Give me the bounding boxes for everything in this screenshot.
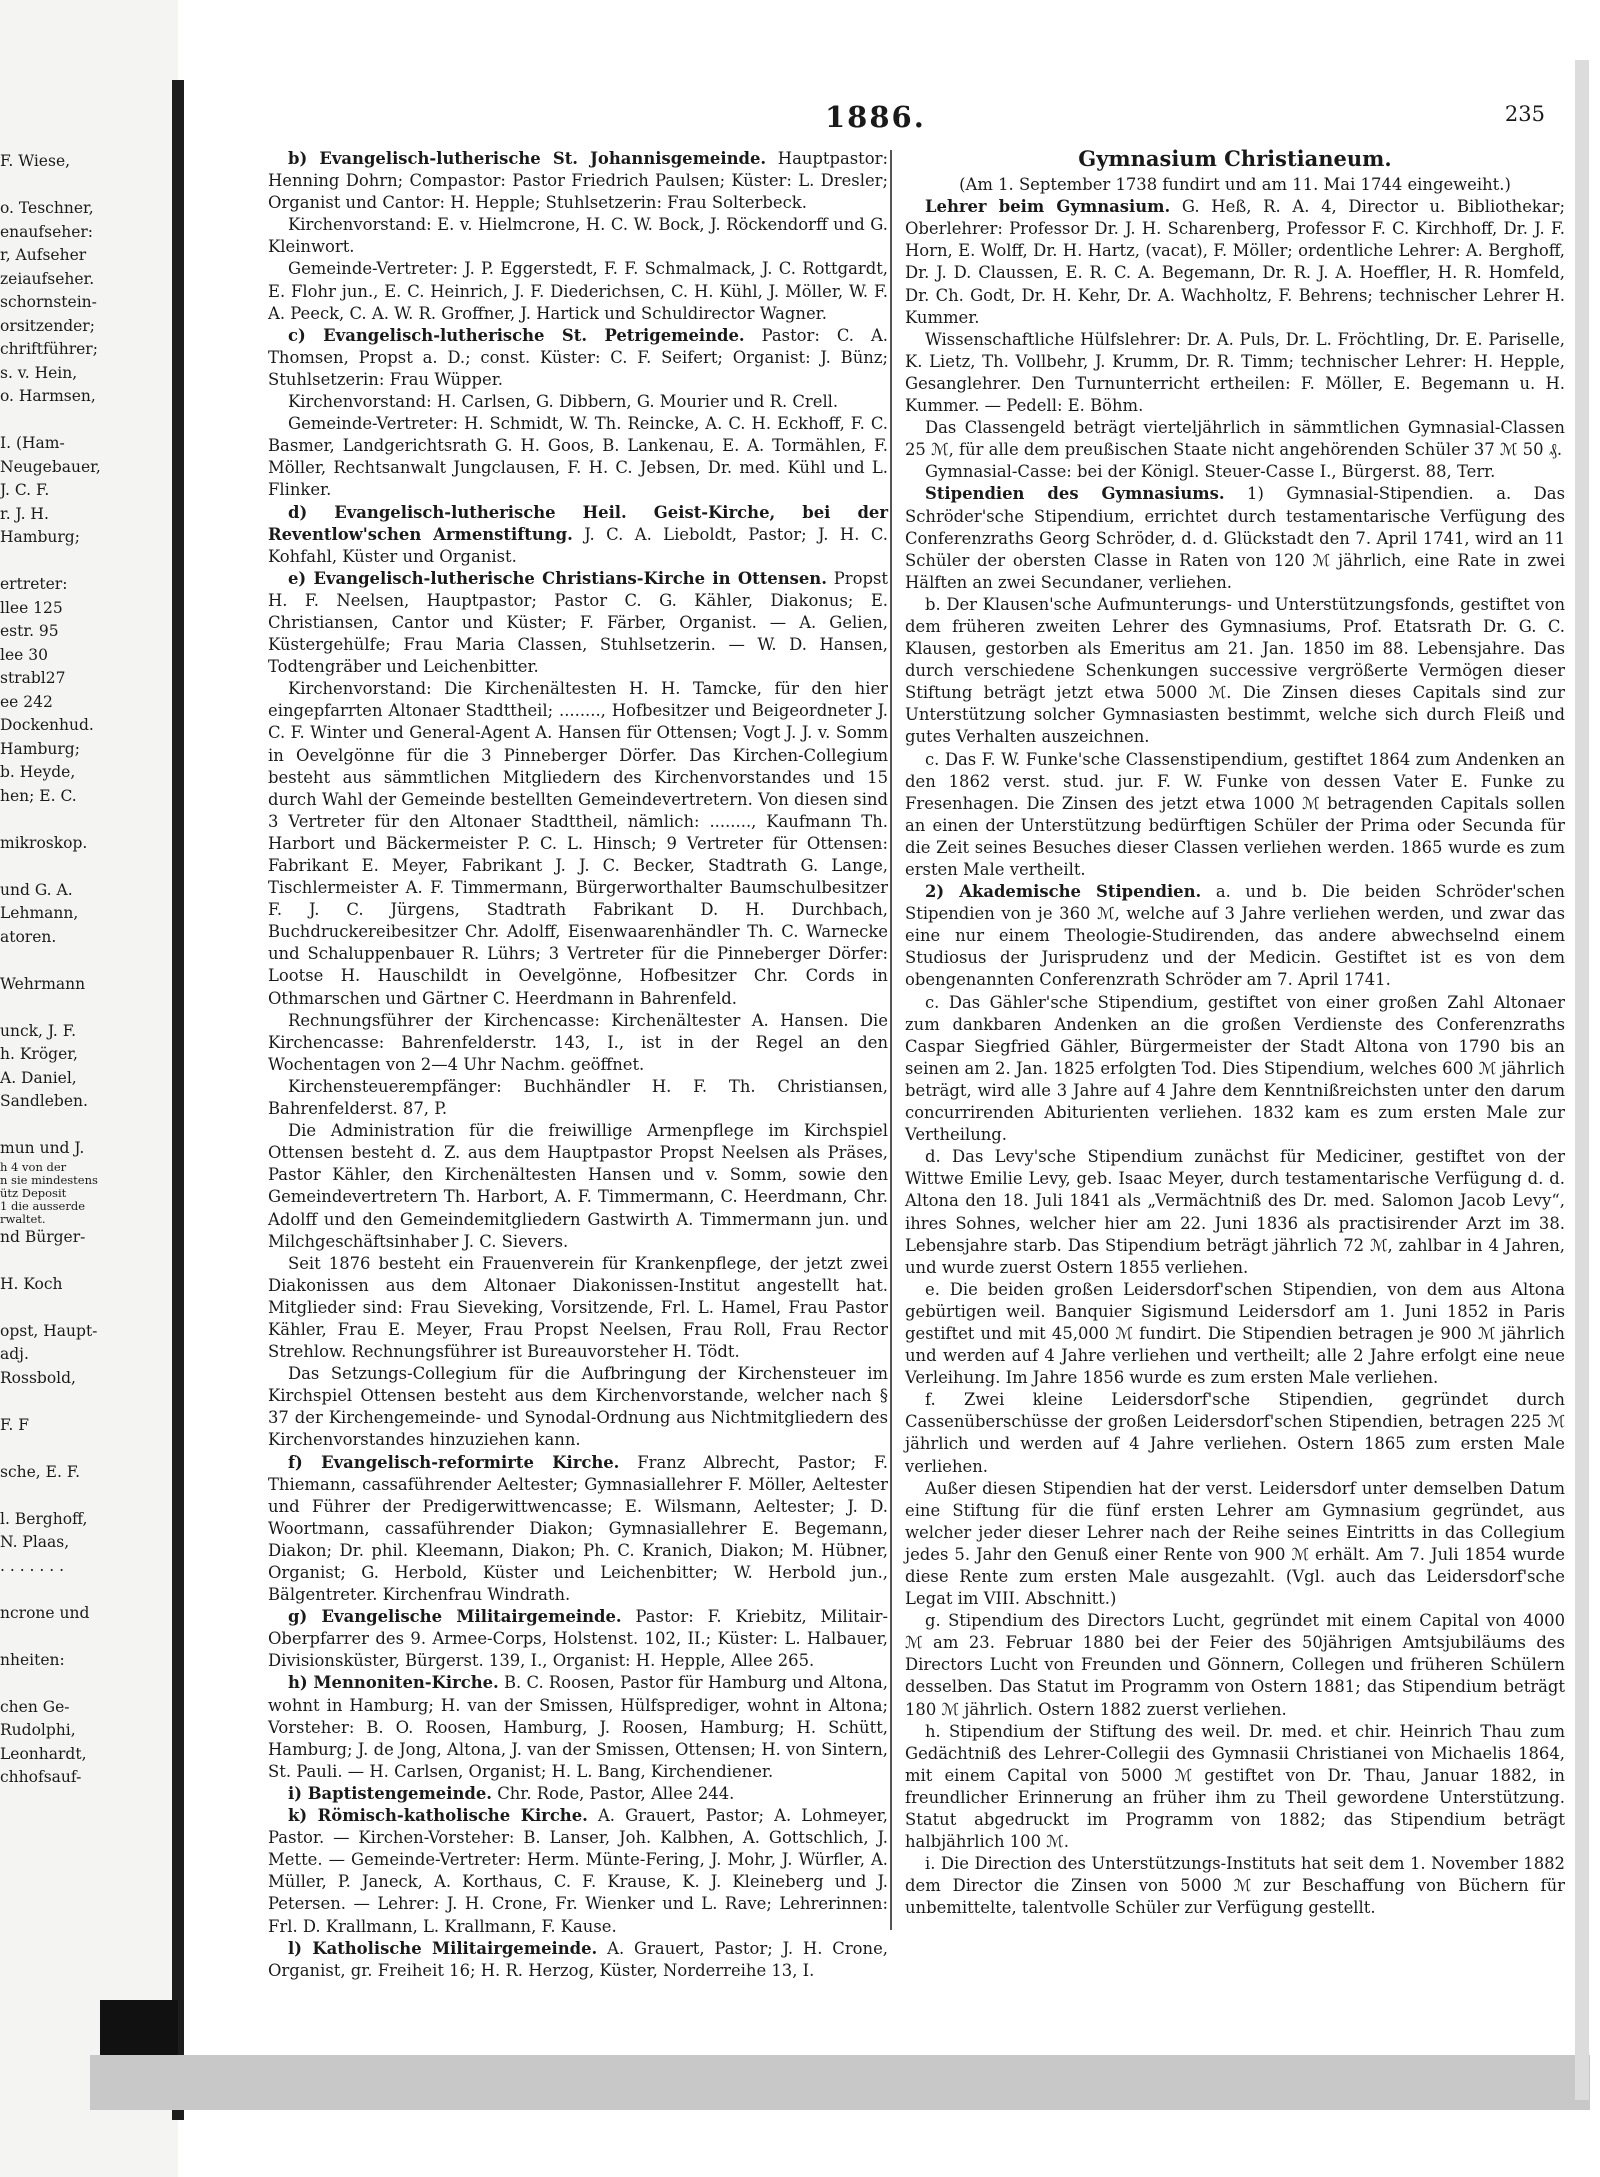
previous-page-line: Dockenhud. xyxy=(0,716,94,734)
previous-page-line: Wehrmann xyxy=(0,974,86,993)
page-number: 235 xyxy=(1504,102,1545,126)
previous-page-line: F. Wiese, xyxy=(0,152,71,170)
page-header xyxy=(185,100,1575,140)
paragraph xyxy=(905,1146,1565,1279)
paragraph-text: b. Der Klausen'sche Aufmunterungs- und Unterstützungsfonds, gestiftet von dem früheren zweiten Lehrer des Gymnasiums, Prof. Etatsrath Dr. G. C. Klausen, gestorben als Emeritus am 21. Jan. 1850 im 88. Lebensjahre. Das durch verschiedene Schenkungen successive vergrößerte Vermögen dieser Stiftung beträgt jetzt etwa 5000 ℳ. Die Zinsen dieses Capitals sind zur Unterstützung solcher Gymnasiasten bestimmt, welche sich durch Fleiß und gutes Verhalten auszeichnen. xyxy=(905,594,1565,747)
paragraph-text: Rechnungsführer der Kirchencasse: Kirchenältester A. Hansen. Die Kirchencasse: Bahrenfelderstr. 143, I., ist in der Regel an den Wochentagen von 2—4 Uhr Nachm. geöffnet. xyxy=(268,1010,888,1074)
paragraph-heading: Stipendien des Gymnasiums. xyxy=(925,484,1225,504)
paragraph-text: Chr. Rode, Pastor, Allee 244. xyxy=(497,1783,735,1803)
paragraph-text: Gemeinde-Vertreter: J. P. Eggerstedt, F. F. Schmalmack, J. C. Rottgardt, E. Flohr jun., E. C. Heinrich, J. F. Diederichsen, C. H. Kühl, J. Möller, W. F. A. Peeck, C. A. W. R. Groffner, J. Hartick und Schuldirector Wagner. xyxy=(268,259,888,323)
previous-page-line: Leonhardt, xyxy=(0,1744,87,1763)
previous-page-line: mikroskop. xyxy=(0,833,88,852)
previous-page-line: Rudolphi, xyxy=(0,1721,76,1739)
previous-page-line: l. Berghoff, xyxy=(0,1509,88,1528)
column-divider xyxy=(890,150,892,1930)
paragraph-text: A. Grauert, Pastor; J. H. Crone, Organist, gr. Freiheit 16; H. R. Herzog, Küster, Norderreihe 13, I. xyxy=(268,1938,888,1980)
section-title: Gymnasium Christianeum. xyxy=(1078,146,1392,171)
paragraph xyxy=(268,148,888,214)
paragraph-heading: b) Evangelisch-lutherische St. Johannisgemeinde. xyxy=(288,149,767,168)
paragraph-text: Wissenschaftliche Hülfslehrer: Dr. A. Puls, Dr. L. Fröchtling, Dr. E. Pariselle, K. Lietz, Th. Vollbehr, J. Krumm, Dr. R. Timm; technischer Lehrer: H. Hepple, Gesanglehrer. Den Turnunterricht ertheilen: F. Möller, E. Begemann u. H. Kummer. — Pedell: E. Böhm. xyxy=(905,329,1565,416)
previous-page-line: lee 30 xyxy=(0,645,48,664)
paragraph-heading: i) Baptistengemeinde. xyxy=(288,1783,492,1803)
previous-page-line: sche, E. F. xyxy=(0,1462,81,1481)
paragraph xyxy=(268,678,888,1009)
paragraph-heading: l) Katholische Militairgemeinde. xyxy=(288,1938,598,1958)
previous-page-line xyxy=(0,1390,172,1414)
previous-page-line: h 4 von der xyxy=(0,1159,67,1174)
previous-page-line xyxy=(0,949,172,973)
paragraph xyxy=(268,413,888,501)
previous-page-line: Neugebauer, xyxy=(0,457,101,476)
paragraph-heading: g) Evangelische Militairgemeinde. xyxy=(288,1607,622,1627)
paragraph xyxy=(905,483,1565,593)
paragraph xyxy=(905,1610,1565,1720)
paragraph-heading: e) Evangelisch-lutherische Christians-Kirche in Ottensen. xyxy=(288,568,827,588)
paragraph-text: Das Setzungs-Collegium für die Aufbringung der Kirchensteuer im Kirchspiel Ottensen besteht aus dem Kirchenvorstande, welcher nach § 37 der Kirchengemeinde- und Synodal-Ordnung aus Nichtmitgliedern des Kirchenvorstandes hinzuziehen kann. xyxy=(268,1364,888,1450)
previous-page-line: orsitzender; xyxy=(0,316,95,335)
paragraph xyxy=(268,568,888,678)
previous-page-line: Lehmann, xyxy=(0,904,79,922)
paragraph-text: J. C. A. Lieboldt, Pastor; J. H. C. Kohfahl, Küster und Organist. xyxy=(268,524,888,566)
top-margin xyxy=(0,0,1600,56)
previous-page-line: Rossbold, xyxy=(0,1368,76,1387)
previous-page-line xyxy=(0,174,172,198)
paragraph-text: Kirchenvorstand: H. Carlsen, G. Dibbern, G. Mourier und R. Crell. xyxy=(288,392,839,412)
previous-page-line: Sandleben. xyxy=(0,1092,88,1110)
page-year: 1886. xyxy=(825,100,926,134)
paragraph-text: a. und b. Die beiden Schröder'schen Stipendien von je 360 ℳ, welche auf 3 Jahre verliehen werden, und zwar das eine nur einem Theologie-Studirenden, das andere abwechselnd einem Studiosus der Jurisprudenz und der Medicin. Gestiftet ist es von dem obengenannten Conferenzrath Schröder am 7. April 1741. xyxy=(905,882,1565,990)
paragraph-text: h. Stipendium der Stiftung des weil. Dr. med. et chir. Heinrich Thau zum Gedächtniß des Lehrer-Collegii des Gymnasii Christianei von Michaelis 1864, mit einem Capital von 5000 ℳ gestiftet von Dr. Thau, Januar 1882, in freundlicher Erinnerung an früher ihm zu Theil gewordene Unterstützung. Statut abgedruckt im Programm von 1882; das Stipendium beträgt halbjährlich 100 ℳ. xyxy=(905,1721,1565,1852)
paragraph-text: A. Grauert, Pastor; A. Lohmeyer, Pastor. — Kirchen-Vorsteher: B. Lanser, Joh. Kalbhen, A. Gottschlich, J. Mette. — Gemeinde-Vertreter: Herm. Münte-Fering, J. Mohr, J. Würfler, A. Müller, P. Janeck, A. Korthaus, C. F. Krause, K. J. Kleineberg und J. Petersen. — Lehrer: J. H. Crone, Fr. Wienker und L. Rave; Lehrerinnen: Frl. D. Krallmann, L. Krallmann, F. Kause. xyxy=(268,1806,888,1936)
previous-page-line xyxy=(0,808,172,832)
paragraph-text: Hauptpastor: Henning Dohrn; Compastor: Pastor Friedrich Paulsen; Küster: L. Dresler; Organist und Cantor: H. Hepple; Stuhlsetzerin: Frau Solterbeck. xyxy=(268,149,888,213)
previous-page-line: r. J. H. xyxy=(0,504,49,523)
previous-page-strip xyxy=(0,0,185,2177)
right-column-body xyxy=(905,196,1565,1919)
previous-page-line xyxy=(0,1672,172,1696)
paragraph-text: g. Stipendium des Directors Lucht, gegründet mit einem Capital von 4000 ℳ am 23. Februar 1880 bei der Feier des 50jährigen Amtsjubiläums des Directors Lucht von Freunden und Gönnern, Collegen und früheren Schülern desselben. Das Statut im Programm von Ostern 1881; das Stipendium beträgt 180 ℳ jährlich. Ostern 1882 zuerst verliehen. xyxy=(905,1611,1565,1719)
previous-page-line: atoren. xyxy=(0,927,57,946)
previous-page-line: chhofsauf- xyxy=(0,1768,82,1786)
previous-page-line: Hamburg; xyxy=(0,528,80,546)
previous-page-line: h. Kröger, xyxy=(0,1045,78,1063)
paragraph xyxy=(268,1938,888,1982)
paragraph-text: Außer diesen Stipendien hat der verst. Leidersdorf unter demselben Datum eine Stiftung für die fünf ersten Lehrer am Gymnasium gegründet, aus welcher jeder dieser Lehrer nach der Reihe seines Eintritts in das Collegium jedes 5. Jahr den Genuß einer Rente von 900 ℳ erhält. Am 7. Juli 1854 wurde diese Rente zum ersten Male ausgezahlt. (Vgl. auch das Leidersdorf'sche Legat im VIII. Abschnitt.) xyxy=(905,1478,1565,1609)
previous-page-line: mun und J. xyxy=(0,1139,85,1157)
paragraph xyxy=(268,1452,888,1607)
previous-page-line: Hamburg; xyxy=(0,739,80,758)
previous-page-line xyxy=(0,409,172,433)
previous-page-line xyxy=(0,1437,172,1461)
paragraph xyxy=(905,1478,1565,1611)
previous-page-line xyxy=(0,1114,172,1138)
right-text-column xyxy=(905,148,1565,1920)
paragraph xyxy=(268,1120,888,1253)
previous-page-line: hen; E. C. xyxy=(0,786,77,805)
paragraph xyxy=(268,258,888,324)
paragraph xyxy=(905,417,1565,461)
previous-page-line: I. (Ham- xyxy=(0,434,65,452)
paragraph-text: Gemeinde-Vertreter: H. Schmidt, W. Th. Reincke, A. C. H. Eckhoff, F. C. Basmer, Landgerichtsrath G. H. Goos, B. Lankenau, E. A. Tormählen, F. Möller, Rechtsanwalt Jungclausen, F. H. C. Jebsen, Dr. med. Kühl und L. Flinker. xyxy=(268,414,888,500)
paragraph-heading: h) Mennoniten-Kirche. xyxy=(288,1673,499,1693)
paragraph-heading: 2) Akademische Stipendien. xyxy=(925,882,1202,902)
paragraph-text: B. C. Roosen, Pastor für Hamburg und Altona, wohnt in Hamburg; H. van der Smissen, Hülfsprediger, wohnt in Altona; Vorsteher: B. O. Roosen, Hamburg, J. Roosen, Hamburg; H. Schütt, Hamburg; J. de Jong, Altona, J. van der Smissen, Ottensen; H. von Sintern, St. Pauli. — H. Carlsen, Organist; H. L. Bang, Kirchendiener. xyxy=(268,1673,889,1781)
previous-page-text xyxy=(0,150,172,1790)
previous-page-line: nheiten: xyxy=(0,1650,65,1669)
previous-page-line: ertreter: xyxy=(0,575,68,593)
previous-page-line xyxy=(0,1296,172,1320)
page-bottom-edge xyxy=(90,2055,1590,2110)
paragraph xyxy=(905,881,1565,991)
previous-page-line: ütz Deposit xyxy=(0,1185,67,1200)
previous-page-line: estr. 95 xyxy=(0,622,59,640)
paragraph-text: Die Administration für die freiwillige Armenpflege im Kirchspiel Ottensen besteht d. Z. aus dem Hauptpastor Propst Neelsen als Präses, Pastor Kähler, den Kirchenältesten Hansen und v. Somm, sowie den Gemeindevertretern Th. Harbort, A. F. Timmermann, C. Heerdmann, Chr. Adolff und den Gemeindemitgliedern Gastwirth A. Timmermann jun. und Milchgeschäftsinhaber J. C. Sievers. xyxy=(268,1121,888,1251)
previous-page-line: opst, Haupt- xyxy=(0,1321,98,1340)
paragraph-text: Propst H. F. Neelsen, Hauptpastor; Pastor C. G. Kähler, Diakonus; E. Christiansen, Cantor und Küster; F. Färber, Organist. — A. Gelien, Küstergehülfe; Frau Maria Classen, Stuhlsetzerin. — W. D. Hansen, Todtengräber und Leichenbitter. xyxy=(268,568,888,677)
paragraph xyxy=(905,594,1565,749)
paragraph xyxy=(905,749,1565,882)
paragraph-text: c. Das Gähler'sche Stipendium, gestiftet von einer großen Zahl Altonaer zum dankbaren Andenken an die großen Verdienste des Conferenzraths Caspar Siegfried Gähler, Bürgermeister der Stadt Altona von 1790 bis an seinen am 2. Jan. 1825 erfolgten Tod. Dies Stipendium, welches 600 ℳ jährlich beträgt, wird alle 3 Jahre auf 4 Jahre dem Kenntnißreichsten unter den darum concurrirenden Abiturienten verliehen. 1832 kam es zum ersten Male zur Vertheilung. xyxy=(905,992,1565,1145)
paragraph xyxy=(268,214,888,258)
paragraph-heading: d) Evangelisch-lutherische Heil. Geist-Kirche, bei der Reventlow'schen Armenstiftung. xyxy=(268,502,888,544)
previous-page-line: ee 242 xyxy=(0,692,53,711)
paragraph xyxy=(268,391,888,413)
previous-page-line: adj. xyxy=(0,1345,29,1363)
paragraph-text: Kirchenvorstand: Die Kirchenältesten H. H. Tamcke, für den hier eingepfarrten Altonaer Stadttheil; ........, Hofbesitzer und Beigeordneter J. C. F. Winter und General-Agent A. Hansen für Ottensen; Vogt J. J. v. Somm in Oevelgönne für die 3 Pinneberger Dörfer. Das Kirchen-Collegium besteht aus sämmtlichen Mitgliedern des Kirchenvorstandes und 15 durch Wahl der Gemeinde bestellten Gemeindevertretern. Von diesen sind 3 Vertreter für den Altonaer Stadttheil, nämlich: ........, Kaufmann Th. Harbort und Bäckermeister P. C. L. Hinsch; 9 Vertreter für Ottensen: Fabrikant E. Meyer, Fabrikant J. J. C. Becker, Stadtrath G. Lange, Tischlermeister A. F. Timmermann, Bürgerworthalter Baumschulbesitzer F. J. C. Jürgens, Stadtrath Fabrikant D. H. Durchbach, Buchdruckereibesitzer Chr. Adolff, Eisenwaarenhändler Th. C. Warnecke und Schaluppenbauer R. Lührs; 3 Vertreter für die Pinneberger Dörfer: Lootse H. Hauschildt in Oevelgönne, Hofbesitzer Chr. Cords in Othmarschen und Gärtner C. Heerdmann in Bahrenfeld. xyxy=(268,679,888,1008)
previous-page-line: chen Ge- xyxy=(0,1697,70,1716)
paragraph-text: G. Heß, R. A. 4, Director u. Bibliothekar; Oberlehrer: Professor Dr. J. H. Scharenberg, Professor F. C. Kirchhoff, Dr. J. F. Horn, E. Wolff, Dr. H. Hartz, (vacat), F. Möller; ordentliche Lehrer: A. Berghoff, Dr. J. D. Claussen, E. R. C. A. Begemann, Dr. R. J. A. Hoeffler, H. R. Homfeld, Dr. Ch. Godt, Dr. H. Kehr, Dr. A. Wachholtz, F. Behrens; technischer Lehrer H. Kummer. xyxy=(905,197,1565,327)
paragraph-text: i. Die Direction des Unterstützungs-Instituts hat seit dem 1. November 1882 dem Director die Zinsen von 5000 ℳ zur Beschaffung von Büchern für unbemittelte, talentvolle Schüler zur Verfügung gestellt. xyxy=(905,1854,1565,1918)
previous-page-line: chriftführer; xyxy=(0,340,98,358)
previous-page-line: llee 125 xyxy=(0,598,63,617)
previous-page-line: unck, J. F. xyxy=(0,1021,77,1040)
previous-page-line: und G. A. xyxy=(0,880,73,899)
paragraph-heading: Lehrer beim Gymnasium. xyxy=(925,197,1171,217)
paragraph-text: Pastor: C. A. Thomsen, Propst a. D.; const. Küster: C. F. Seifert; Organist: J. Bünz; Stuhlsetzerin: Frau Wüpper. xyxy=(268,325,888,389)
paragraph-heading: f) Evangelisch-reformirte Kirche. xyxy=(288,1452,620,1472)
previous-page-line xyxy=(0,1625,172,1649)
paragraph xyxy=(268,1363,888,1451)
previous-page-line: F. F xyxy=(0,1415,29,1434)
previous-page-line: b. Heyde, xyxy=(0,763,76,781)
paragraph xyxy=(905,461,1565,483)
previous-page-line: n sie mindestens xyxy=(0,1172,98,1187)
previous-page-line xyxy=(0,855,172,879)
previous-page-line: ncrone und xyxy=(0,1603,90,1622)
page-right-edge xyxy=(1575,60,1589,2100)
previous-page-line: zeiaufseher. xyxy=(0,269,95,288)
book-gutter xyxy=(172,80,184,2120)
previous-page-line: 1 die ausserde xyxy=(0,1198,86,1213)
previous-page-line: A. Daniel, xyxy=(0,1068,77,1087)
previous-page-line xyxy=(0,996,172,1020)
previous-page-line xyxy=(0,1249,172,1273)
paragraph xyxy=(268,325,888,391)
paragraph xyxy=(905,329,1565,417)
paragraph-heading: c) Evangelisch-lutherische St. Petrigemeinde. xyxy=(288,325,745,345)
paragraph-text: Das Classengeld beträgt vierteljährlich in sämmtlichen Gymnasial-Classen 25 ℳ, für alle dem preußischen Staate nicht angehörenden Schüler 37 ℳ 50 ₰. xyxy=(905,418,1565,460)
paragraph-heading: k) Römisch-katholische Kirche. xyxy=(288,1806,588,1826)
paragraph xyxy=(905,196,1565,329)
paragraph xyxy=(268,1010,888,1076)
previous-page-line: r, Aufseher xyxy=(0,246,87,264)
paragraph-text: c. Das F. W. Funke'sche Classenstipendium, gestiftet 1864 zum Andenken an den 1862 verst. stud. jur. F. W. Funke von dessen Vater E. Funke zu Fresenhagen. Die Zinsen des jetzt etwa 1000 ℳ betragenden Capitals sollen an einen der Unterstützung bedürftigen Schüler der Prima oder Secunda für die Zeit seines Besuches dieser Classen verliehen werden. 1865 wurde es zum ersten Male vertheilt. xyxy=(905,749,1565,879)
previous-page-line: . . . . . . . xyxy=(0,1556,65,1575)
paragraph xyxy=(905,1279,1565,1389)
paragraph xyxy=(905,1721,1565,1854)
paragraph-text: e. Die beiden großen Leidersdorf'schen Stipendien, von dem aus Altona gebürtigen weil. Banquier Sigismund Leidersdorf am 1. Juni 1852 in Paris gestiftet und mit 45,000 ℳ fundirt. Die Stipendien betragen je 900 ℳ jährlich und werden auf 4 Jahre verliehen und vertheilt; alle 2 Jahre erfolgt eine neue Verleihung. Im Jahre 1856 wurde es zum ersten Male verliehen. xyxy=(905,1279,1565,1388)
paragraph xyxy=(905,992,1565,1147)
previous-page-line: o. Harmsen, xyxy=(0,387,96,405)
paragraph xyxy=(268,1253,888,1363)
paragraph xyxy=(268,502,888,568)
paragraph-text: Kirchensteuerempfänger: Buchhändler H. F. Th. Christiansen, Bahrenfelderst. 87, P. xyxy=(268,1076,888,1119)
previous-page-line: nd Bürger- xyxy=(0,1227,86,1246)
paragraph-text: Kirchenvorstand: E. v. Hielmcrone, H. C. W. Bock, J. Röckendorff und G. Kleinwort. xyxy=(268,215,888,257)
paragraph-text: f. Zwei kleine Leidersdorf'sche Stipendien, gegründet durch Cassenüberschüsse der großen Leidersdorf'schen Stipendien, betragen 225 ℳ jährlich und werden auf 4 Jahre verliehen. Ostern 1865 zum ersten Male verliehen. xyxy=(905,1390,1565,1476)
paragraph-text: Seit 1876 besteht ein Frauenverein für Krankenpflege, der jetzt zwei Diakonissen aus dem Altonaer Diakonissen-Institut angestellt hat. Mitglieder sind: Frau Sieveking, Vorsitzende, Frl. L. Hamel, Frau Pastor Kähler, Frau E. Meyer, Frau Propst Neelsen, Frau Roll, Frau Rector Strehlow. Rechnungsführer ist Bureauvorsteher H. Tödt. xyxy=(268,1253,888,1362)
previous-page-line: o. Teschner, xyxy=(0,199,94,217)
paragraph-text: d. Das Levy'sche Stipendium zunächst für Mediciner, gestiftet von der Wittwe Emilie Levy, geb. Isaac Meyer, durch testamentarische Verfügung d. d. Altona den 18. Juli 1841 als „Vermächtniß des Dr. med. Salomon Jacob Levy“, ihres Sohnes, welcher hier am 22. Juni 1836 als practisirender Arzt im 38. Lebensjahre starb. Das Stipendium beträgt jährlich 72 ℳ, zahlbar in 4 Jahren, und wurde zuerst Ostern 1855 verliehen. xyxy=(905,1147,1565,1277)
paragraph xyxy=(268,1805,888,1938)
previous-page-line: s. v. Hein, xyxy=(0,363,78,382)
paragraph-text: Franz Albrecht, Pastor; F. Thiemann, cassaführender Aeltester; Gymnasiallehrer F. Möller, Aeltester und Führer der Predigerwittwencasse; E. Wilsmann, Aeltester; J. D. Woortmann, cassaführender Diakon; Gymnasiallehrer E. Begemann, Diakon; Dr. phil. Kleemann, Diakon; Ph. C. Kranich, Diakon; M. Hübner, Organist; G. Herbold, Küster und Leichenbitter; W. Herbold jun., Bälgentreter. Kirchenfrau Windrath. xyxy=(268,1452,888,1605)
section-subtitle: (Am 1. September 1738 fundirt und am 11. Mai 1744 eingeweiht.) xyxy=(959,175,1511,195)
left-text-column xyxy=(268,148,888,1982)
paragraph xyxy=(905,1853,1565,1919)
paragraph xyxy=(268,1076,888,1120)
paragraph xyxy=(268,1783,888,1805)
previous-page-line xyxy=(0,1484,172,1508)
previous-page-line: J. C. F. xyxy=(0,481,50,499)
paragraph xyxy=(905,1389,1565,1477)
paragraph-text: Gymnasial-Casse: bei der Königl. Steuer-Casse I., Bürgerst. 88, Terr. xyxy=(925,462,1496,482)
paragraph-text: Pastor: F. Kriebitz, Militair-Oberpfarrer des 9. Armee-Corps, Holstenst. 102, II.; Küster: L. Halbauer, Divisionsküster, Bürgerst. 139, I., Organist: H. Hepple, Allee 265. xyxy=(268,1607,888,1671)
paragraph xyxy=(268,1606,888,1672)
previous-page-line: H. Koch xyxy=(0,1274,63,1293)
previous-page-line: rwaltet. xyxy=(0,1211,46,1226)
previous-page-line: N. Plaas, xyxy=(0,1533,70,1551)
paragraph-text: 1) Gymnasial-Stipendien. a. Das Schröder'sche Stipendium, errichtet durch testamentarische Verfügung des Conferenzraths Georg Schröder, d. d. Glückstadt den 7. April 1741, wird an 11 Schüler der obersten Classe in Raten von 120 ℳ jährlich, eine Rate in zwei Hälften an zwei Secundaner, verliehen. xyxy=(905,484,1565,592)
previous-page-line: strabl27 xyxy=(0,669,66,687)
previous-page-line xyxy=(0,550,172,574)
previous-page-line xyxy=(0,1578,172,1602)
previous-page-line: enaufseher: xyxy=(0,222,94,241)
paragraph xyxy=(268,1672,888,1782)
previous-page-line: schornstein- xyxy=(0,293,97,311)
